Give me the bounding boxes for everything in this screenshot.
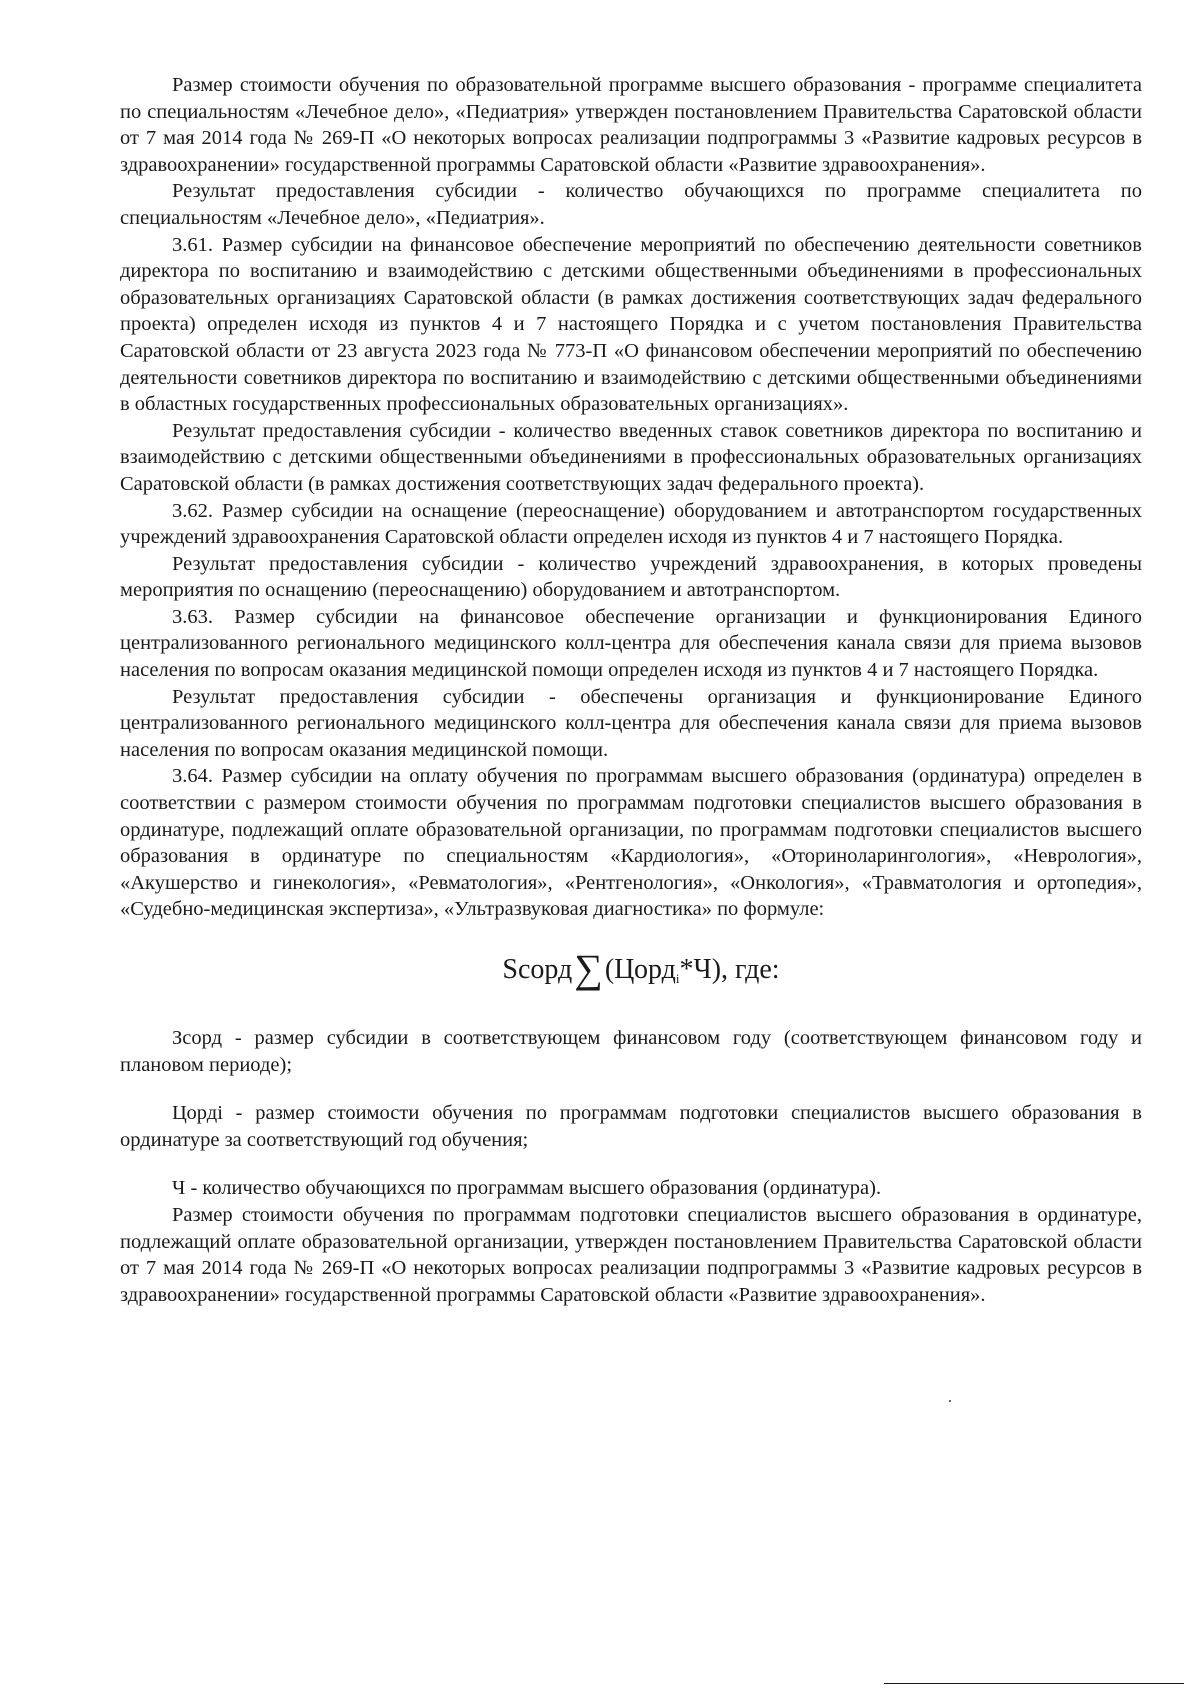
document-page [120, 72, 1142, 1308]
subsidy-formula [120, 946, 1142, 999]
footer-rule [884, 1683, 1184, 1684]
formula-open: (Цорд [604, 954, 676, 985]
paragraph-3-62: 3.62. Размер субсидии на оснащение (переоснащение) оборудованием и автотранспортом государственных учреждений здравоохранения Саратовской области определен исходя из пунктов 4 и 7 настоящего Порядка. [120, 499, 1142, 549]
paragraph-3-61-result: Результат предоставления субсидии - количество введенных ставок советников директора по воспитанию и взаимодействию с детскими общественными объединениями в профессиональных образовательных организациях Саратовской области (в рамках достижения соответствующих задач федерального проекта). [120, 419, 1142, 495]
paragraph-3-63: 3.63. Размер субсидии на финансовое обеспечение организации и функционирования Единого централизованного регионального медицинского колл-центра для обеспечения канала связи для приема вызовов населения по вопросам оказания медицинской помощи определен исходя из пунктов 4 и 7 настоящего Порядка. [120, 605, 1142, 682]
scan-speck [949, 1400, 951, 1402]
definition-zsord: Зсорд - размер субсидии в соответствующем финансовом году (соответствующем финансовом году и плановом периоде); [120, 1027, 1142, 1076]
paragraph-specialitet-result: Результат предоставления субсидии - количество обучающихся по программе специалитета по специальностям «Лечебное дело», «Педиатрия». [120, 180, 1142, 229]
paragraph-ordinatura-cost: Размер стоимости обучения по программам подготовки специалистов высшего образования в ординатуре, подлежащий оплате образовательной организации, утвержден постановлением Правительства Саратовской области от 7 мая 2014 года № 269-П «О некоторых вопросах реализации подпрограммы 3 «Развитие кадровых ресурсов в здравоохранении» государственной программы Саратовской области «Развитие здравоохранения». [120, 1203, 1142, 1306]
formula-subscript: i [675, 971, 680, 986]
formula-lhs: Sсорд [502, 954, 573, 985]
sigma-symbol: ∑ [574, 946, 603, 991]
definition-tsord: Цордi - размер стоимости обучения по программам подготовки специалистов высшего образования в ординатуре за соответствующий год обучения; [120, 1102, 1142, 1151]
paragraph-3-63-result: Результат предоставления субсидии - обеспечены организация и функционирование Единого централизованного регионального медицинского колл-центра для обеспечения канала связи для приема вызовов населения по вопросам оказания медицинской помощи. [120, 685, 1142, 761]
definition-ch: Ч - количество обучающихся по программам высшего образования (ординатура). [172, 1177, 882, 1200]
formula-rest: *Ч), где: [679, 954, 780, 985]
paragraph-3-61: 3.61. Размер субсидии на финансовое обеспечение мероприятий по обеспечению деятельности советников директора по воспитанию и взаимодействию с детскими общественными объединениями в профессиональных образовательных организациях Саратовской области (в рамках достижения соответствующих задач федерального проекта) определен исходя из пунктов 4 и 7 настоящего Порядка и с учетом постановления Правительства Саратовской области от 23 августа 2023 года № 773-П «О финансовом обеспечении мероприятий по обеспечению деятельности советников директора по воспитанию и взаимодействию с детскими общественными объединениями в областных государственных профессиональных образовательных организациях». [120, 233, 1142, 416]
paragraph-3-64: 3.64. Размер субсидии на оплату обучения по программам высшего образования (ординатура) определен в соответствии с размером стоимости обучения по программам подготовки специалистов высшего образования в ординатуре, подлежащий оплате образовательной организации, по программам подготовки специалистов высшего образования в ординатуре по специальностям «Кардиология», «Оториноларингология», «Неврология», «Акушерство и гинекология», «Ревматология», «Рентгенология», «Онкология», «Травматология и ортопедия», «Судебно-медицинская экспертиза», «Ультразвуковая диагностика» по формуле: [120, 765, 1142, 921]
paragraph-specialitet-cost: Размер стоимости обучения по образовательной программе высшего образования - программе специалитета по специальностям «Лечебное дело», «Педиатрия» утвержден постановлением Правительства Саратовской области от 7 мая 2014 года № 269-П «О некоторых вопросах реализации подпрограммы 3 «Развитие кадровых ресурсов в здравоохранении» государственной программы Саратовской области «Развитие здравоохранения». [120, 74, 1142, 176]
paragraph-3-62-result: Результат предоставления субсидии - количество учреждений здравоохранения, в которых проведены мероприятия по оснащению (переоснащению) оборудованием и автотранспортом. [120, 552, 1142, 602]
